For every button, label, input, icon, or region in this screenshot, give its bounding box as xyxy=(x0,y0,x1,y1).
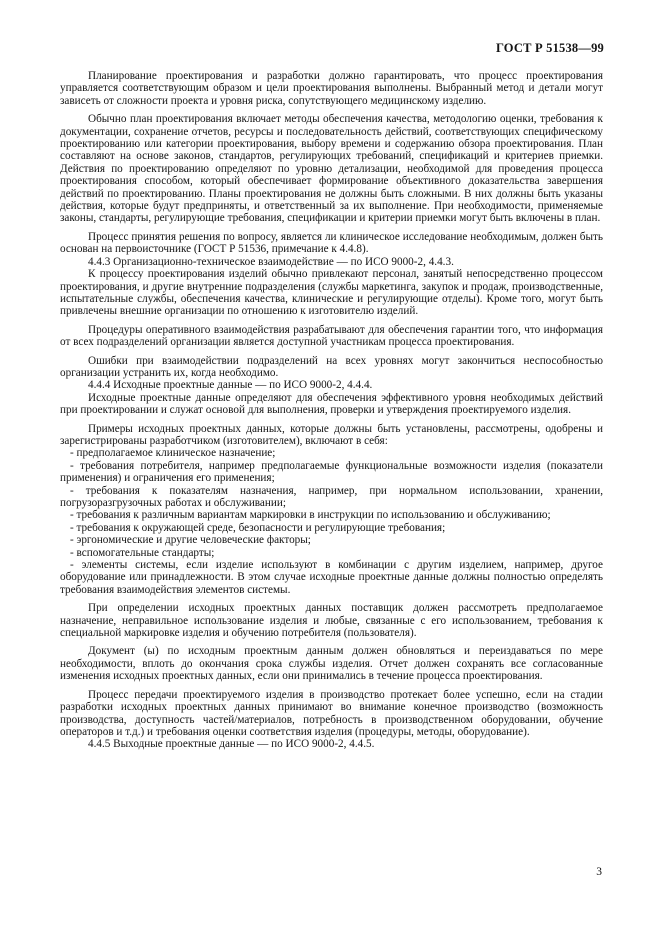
list-item: - требования к показателям назначения, например, при нормальном использовании, хранении, погрузоразгрузочных работах и обслуживании; xyxy=(60,484,603,509)
paragraph: К процессу проектирования изделий обычно привлекают персонал, занятый непосредственно процессом проектирования, и другие внутренние подразделения (службы маркетинга, закупок и продаж, производственные, испытательные службы, обеспечения качества, клинические и регулирующие отделы). Кроме того, могут быть привлечены внешние организации по отношению к изготовителю изделий. xyxy=(60,268,603,318)
paragraph: Документ (ы) по исходным проектным данным должен обновляться и переиздаваться по мере необходимости, вплоть до окончания срока службы изделия. Отчет должен сохранять все согласованные изменения исходных проектных данных, если они принимались в течение процесса проектирования. xyxy=(60,645,603,683)
paragraph: Примеры исходных проектных данных, которые должны быть установлены, рассмотрены, одобрены и зарегистрированы разработчиком (изготовителем), включают в себя: xyxy=(60,422,603,447)
list-item: - вспомогательные стандарты; xyxy=(70,546,215,559)
paragraph: 4.4.3 Организационно-техническое взаимодействие — по ИСО 9000-2, 4.4.3. xyxy=(88,255,454,268)
document-body xyxy=(60,70,603,751)
paragraph: 4.4.4 Исходные проектные данные — по ИСО 9000-2, 4.4.4. xyxy=(88,379,373,392)
list-item: - требования к различным вариантам маркировки в инструкции по использованию и обслуживанию; xyxy=(70,509,551,522)
paragraph: Обычно план проектирования включает методы обеспечения качества, методологию оценки, требования к документации, сохранение отчетов, ресурсы и последовательность действий, соответствующих специфическому проектированию или категории проектирования, выбору времени и содержанию обзора проектирования. План составляют на основе законов, стандартов, регулирующих требований, спецификаций и критериев приемки. Действия по проектированию определяют по уровню детализации, необходимой для проведения процесса проектирования способом, который обеспечивает формирование объективного доказательства завершения действий по проектированию. Планы проектирования не должны быть сложными. В них должны быть указаны действия, которые будут предприняты, и ответственный за их выполнение. При необходимости, применяемые законы, стандарты, регулирующие требования, спецификации и критерии приемки могут быть включены в план. xyxy=(60,113,603,225)
list-item: - эргономические и другие человеческие факторы; xyxy=(70,534,311,547)
page-header-standard: ГОСТ Р 51538—99 xyxy=(495,41,604,55)
paragraph: Процесс принятия решения по вопросу, является ли клиническое исследование необходимым, должен быть основан на первоисточнике (ГОСТ Р 51536, примечание к 4.4.8). xyxy=(60,230,603,256)
list-item: - требования к окружающей среде, безопасности и регулирующие требования; xyxy=(70,521,446,534)
list-item: - предполагаемое клиническое назначение; xyxy=(70,447,276,460)
paragraph: Процесс передачи проектируемого изделия в производство протекает более успешно, если на стадии разработки исходных проектных данных принимают во внимание конечное производство (возможность производства, доступность частей/материалов, потребность в производственном оборудовании, обучение операторов и т.д.) и требования оценки соответствия изделия (процедуры, методы, оборудование). xyxy=(60,688,603,738)
paragraph: 4.4.5 Выходные проектные данные — по ИСО 9000-2, 4.4.5. xyxy=(88,738,375,751)
list-item: - требования потребителя, например предполагаемые функциональные возможности изделия (показатели применения) и ограничения его применения; xyxy=(60,459,603,485)
paragraph: Ошибки при взаимодействии подразделений на всех уровнях могут закончиться неспособностью организации устранить их, когда необходимо. xyxy=(60,354,603,379)
page-number: 3 xyxy=(596,866,602,878)
list-item: - элементы системы, если изделие используют в комбинации с другим изделием, например, другое оборудование или принадлежности. В этом случае исходные проектные данные должны полностью определять требования взаимодействия элементов системы. xyxy=(60,559,603,596)
paragraph: Исходные проектные данные определяют для обеспечения эффективного уровня необходимых действий при проектировании и служат основой для выполнения, проверки и утверждения проектируемого изделия. xyxy=(60,391,603,417)
paragraph: Процедуры оперативного взаимодействия разрабатывают для обеспечения гарантии того, что информация от всех подразделений организации является доступной участникам процесса проектирования. xyxy=(60,323,603,349)
paragraph: Планирование проектирования и разработки должно гарантировать, что процесс проектирования управляется соответствующим образом и цели проектирования выполнены. Выбранный метод и детали могут зависеть от сложности проекта и уровня риска, сопутствующего медицинскому изделию. xyxy=(60,70,603,107)
paragraph: При определении исходных проектных данных поставщик должен рассмотреть предполагаемое назначение, неправильное использование изделия и любые, связанные с его использованием, требования к специальной маркировке изделия и обучению потребителя (пользователя). xyxy=(60,602,603,640)
